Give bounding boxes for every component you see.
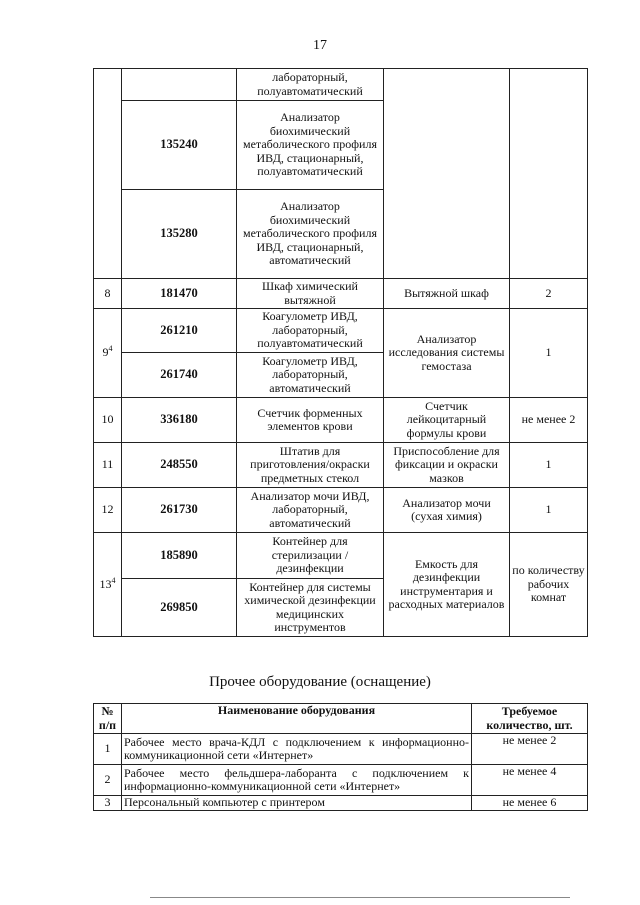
- cell-equipment: Приспособление для фиксации и окраски мазков: [384, 443, 510, 488]
- cell-name: Коагулометр ИВД, лабораторный, полуавтоматический: [237, 309, 384, 353]
- table-row: [94, 488, 588, 533]
- cell-name: Анализатор биохимический метаболического профиля ИВД, стационарный, автоматический: [237, 190, 384, 279]
- cell-qty: 1: [510, 488, 588, 533]
- cell-qty: не менее 4: [472, 765, 588, 796]
- cell-name: Анализатор биохимический метаболического профиля ИВД, стационарный, полуавтоматический: [237, 101, 384, 190]
- table-row: [94, 309, 588, 353]
- cell-equipment: Анализатор исследования системы гемостаза: [384, 309, 510, 398]
- cell-name: Штатив для приготовления/окраски предметных стекол: [237, 443, 384, 488]
- cell-qty: не менее 2: [510, 398, 588, 443]
- cell-equipment: Вытяжной шкаф: [384, 279, 510, 309]
- cell-qty: не менее 2: [472, 734, 588, 765]
- table-row: [94, 443, 588, 488]
- table-row: [94, 765, 588, 796]
- cell-name: Персональный компьютер с принтером: [122, 796, 472, 811]
- scan-edge-line: [150, 897, 570, 898]
- cell-name: Анализатор мочи ИВД, лабораторный, автоматический: [237, 488, 384, 533]
- cell-name: Шкаф химический вытяжной: [237, 279, 384, 309]
- cell-code: 135280: [122, 190, 237, 279]
- cell-num: 3: [94, 796, 122, 811]
- cell-num: 2: [94, 765, 122, 796]
- cell-name: Счетчик форменных элементов крови: [237, 398, 384, 443]
- cell-name: Рабочее место фельдшера-лаборанта с подключением к информационно-коммуникационной сети «Интернет»: [122, 765, 472, 796]
- cell-qty: 1: [510, 309, 588, 398]
- table-row: [94, 533, 588, 579]
- cell-qty: [510, 69, 588, 279]
- cell-name: Рабочее место врача-КДЛ с подключением к информационно-коммуникационной сети «Интернет»: [122, 734, 472, 765]
- cell-code: 261730: [122, 488, 237, 533]
- header-num: № п/п: [94, 704, 122, 734]
- cell-qty: 1: [510, 443, 588, 488]
- cell-code: 135240: [122, 101, 237, 190]
- table-row: [94, 734, 588, 765]
- cell-equipment: [384, 69, 510, 279]
- table-header-row: [94, 704, 588, 734]
- header-name: Наименование оборудования: [122, 704, 472, 734]
- cell-code: 261210: [122, 309, 237, 353]
- equipment-table: [93, 68, 588, 637]
- cell-equipment: Счетчик лейкоцитарный формулы крови: [384, 398, 510, 443]
- page-number: 17: [313, 38, 327, 53]
- table-row: [94, 398, 588, 443]
- cell-code: 269850: [122, 579, 237, 637]
- cell-num: $13^4$: [94, 533, 122, 637]
- cell-code: 185890: [122, 533, 237, 579]
- cell-num: $9^4$: [94, 309, 122, 398]
- table-row: [94, 69, 588, 101]
- cell-qty: по количеству рабочих комнат: [510, 533, 588, 637]
- cell-num: 11: [94, 443, 122, 488]
- cell-name: Контейнер для системы химической дезинфекции медицинских инструментов: [237, 579, 384, 637]
- cell-qty: не менее 6: [472, 796, 588, 811]
- cell-equipment: Емкость для дезинфекции инструментария и расходных материалов: [384, 533, 510, 637]
- cell-num: [94, 69, 122, 279]
- cell-equipment: Анализатор мочи (сухая химия): [384, 488, 510, 533]
- cell-name: Коагулометр ИВД, лабораторный, автоматический: [237, 353, 384, 398]
- table-row: [94, 279, 588, 309]
- cell-code: 261740: [122, 353, 237, 398]
- cell-code: 181470: [122, 279, 237, 309]
- cell-code: 336180: [122, 398, 237, 443]
- cell-qty: 2: [510, 279, 588, 309]
- cell-name: Контейнер для стерилизации /дезинфекции: [237, 533, 384, 579]
- section-title: Прочее оборудование (оснащение): [209, 674, 431, 690]
- cell-code: 248550: [122, 443, 237, 488]
- cell-num: 8: [94, 279, 122, 309]
- cell-num: 12: [94, 488, 122, 533]
- cell-num: 10: [94, 398, 122, 443]
- other-equipment-table: [93, 703, 588, 811]
- header-qty: Требуемое количество, шт.: [472, 704, 588, 734]
- cell-num: 1: [94, 734, 122, 765]
- cell-code: [122, 69, 237, 101]
- table-row: [94, 796, 588, 811]
- cell-name: лабораторный, полуавтоматический: [237, 69, 384, 101]
